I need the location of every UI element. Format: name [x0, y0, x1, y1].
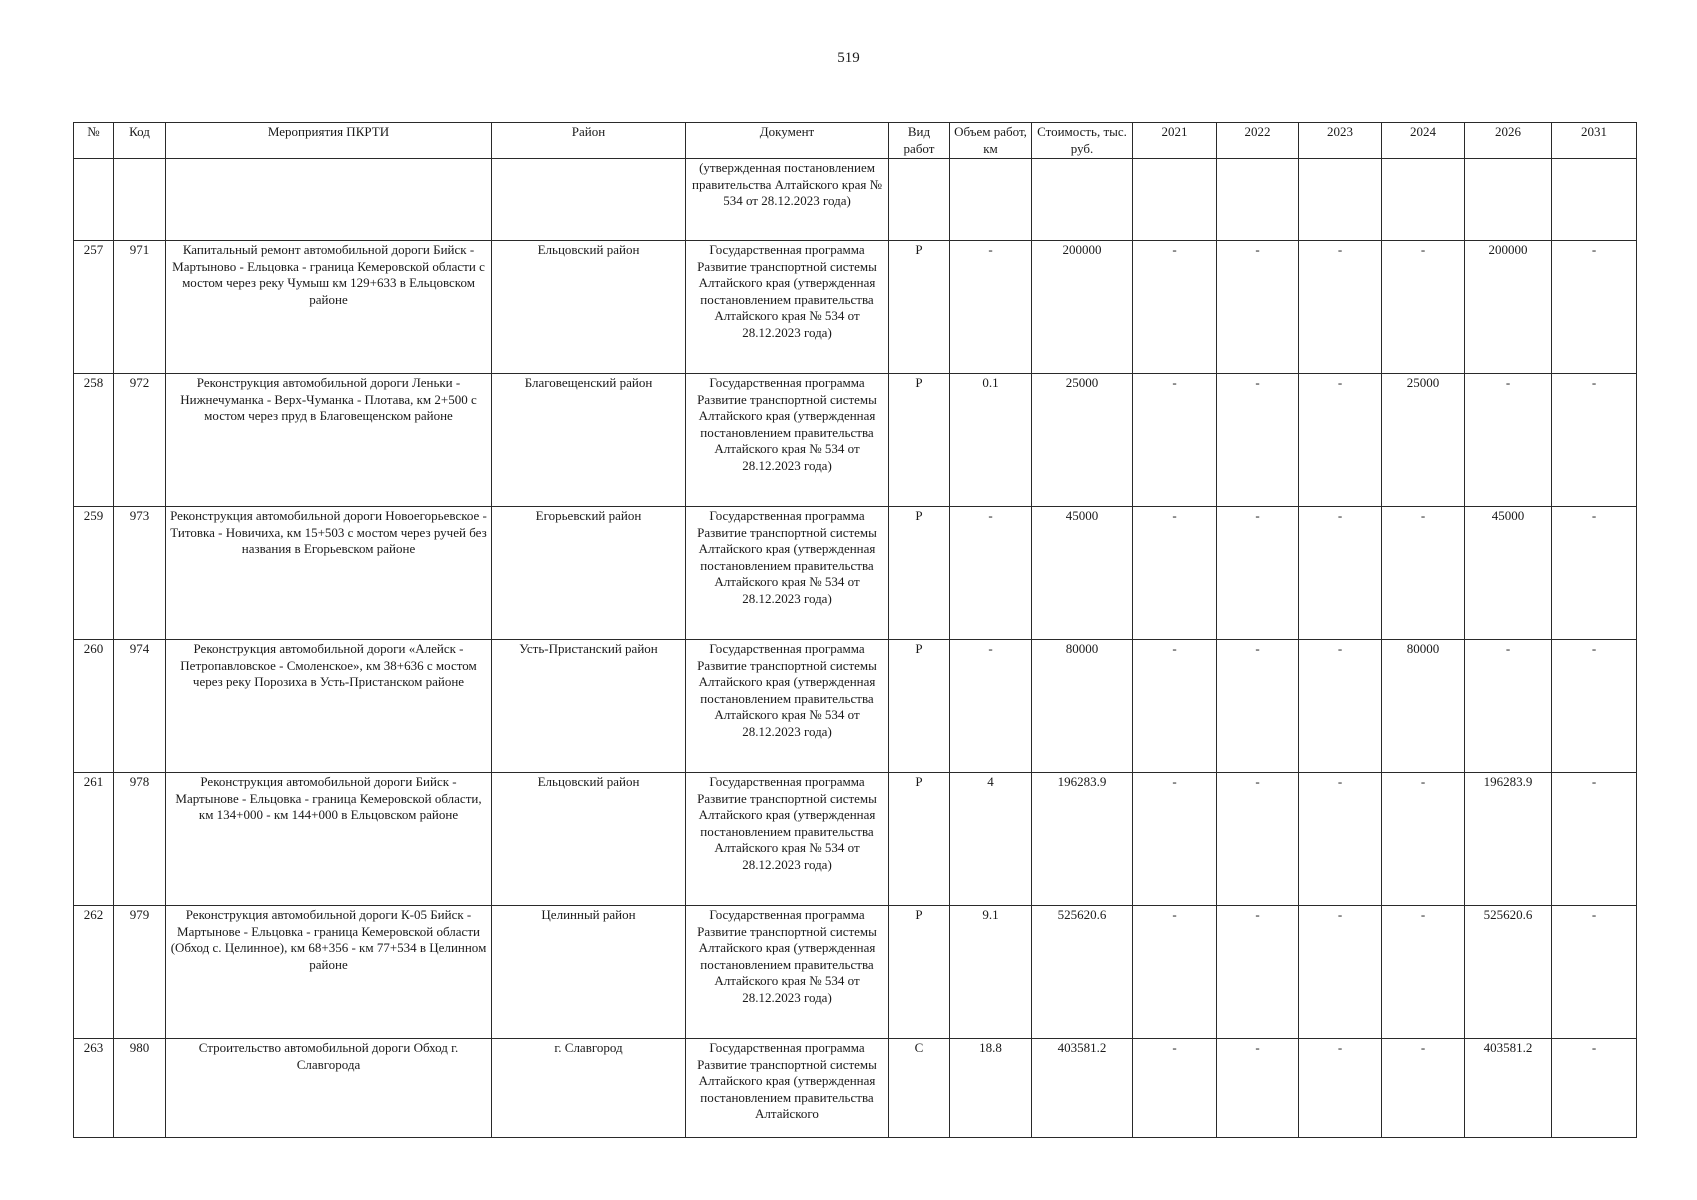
col-header-num: № [74, 123, 114, 159]
year-2022-cell: - [1217, 1039, 1299, 1138]
year-2021-cell: - [1133, 906, 1217, 1039]
year-2024-cell: - [1382, 1039, 1465, 1138]
work-type-cell: Р [889, 241, 950, 374]
year-2023-cell: - [1299, 640, 1382, 773]
document-cell: Государственная программа Развитие транспортной системы Алтайского края (утвержденная постановлением правительства Алтайского [686, 1039, 889, 1138]
work-type-cell: С [889, 1039, 950, 1138]
year-2021-cell: - [1133, 374, 1217, 507]
year-2022-cell: - [1217, 773, 1299, 906]
year-2026-cell: 45000 [1465, 507, 1552, 640]
year-2024-cell: - [1382, 507, 1465, 640]
row-code: 978 [114, 773, 166, 906]
year-2024-cell: 25000 [1382, 374, 1465, 507]
volume-cell: 18.8 [950, 1039, 1032, 1138]
volume-cell: - [950, 241, 1032, 374]
year-2031-cell: - [1552, 640, 1637, 773]
table-header [74, 123, 1637, 159]
col-header-code: Код [114, 123, 166, 159]
year-2026-cell: 525620.6 [1465, 906, 1552, 1039]
table-row-continuation [74, 159, 1637, 241]
year-2031-cell: - [1552, 374, 1637, 507]
cost-cell: 200000 [1032, 241, 1133, 374]
col-header-2021: 2021 [1133, 123, 1217, 159]
year-2024-cell: - [1382, 906, 1465, 1039]
row-num: 257 [74, 241, 114, 374]
col-header-work-type: Вид работ [889, 123, 950, 159]
district-cell: Ельцовский район [492, 773, 686, 906]
volume-cell: - [950, 640, 1032, 773]
year-2022-cell: - [1217, 374, 1299, 507]
volume-cell: 4 [950, 773, 1032, 906]
col-header-event: Мероприятия ПКРТИ [166, 123, 492, 159]
col-header-2026: 2026 [1465, 123, 1552, 159]
cost-cell: 403581.2 [1032, 1039, 1133, 1138]
row-num: 258 [74, 374, 114, 507]
cost-cell: 45000 [1032, 507, 1133, 640]
page-number: 519 [837, 50, 860, 66]
event-cell: Строительство автомобильной дороги Обход г. Славгорода [166, 1039, 492, 1138]
year-2021-cell: - [1133, 241, 1217, 374]
row-code: 971 [114, 241, 166, 374]
volume-cell: - [950, 507, 1032, 640]
table-row [74, 773, 1637, 906]
work-type-cell: Р [889, 906, 950, 1039]
road-projects-table [73, 122, 1637, 1138]
cost-cell: 525620.6 [1032, 906, 1133, 1039]
col-header-2023: 2023 [1299, 123, 1382, 159]
table-row [74, 241, 1637, 374]
row-code: 980 [114, 1039, 166, 1138]
year-2024-cell: 80000 [1382, 640, 1465, 773]
col-header-district: Район [492, 123, 686, 159]
col-header-2024: 2024 [1382, 123, 1465, 159]
cost-cell: 196283.9 [1032, 773, 1133, 906]
year-2024-cell: - [1382, 773, 1465, 906]
row-num: 262 [74, 906, 114, 1039]
work-type-cell: Р [889, 507, 950, 640]
document-cell: Государственная программа Развитие транспортной системы Алтайского края (утвержденная постановлением правительства Алтайского края № 534 от 28.12.2023 года) [686, 241, 889, 374]
district-cell: Благовещенский район [492, 374, 686, 507]
row-code: 972 [114, 374, 166, 507]
volume-cell: 0.1 [950, 374, 1032, 507]
row-num: 260 [74, 640, 114, 773]
district-cell: Ельцовский район [492, 241, 686, 374]
col-header-document: Документ [686, 123, 889, 159]
district-cell: Егорьевский район [492, 507, 686, 640]
year-2023-cell: - [1299, 1039, 1382, 1138]
year-2021-cell: - [1133, 1039, 1217, 1138]
document-cell: Государственная программа Развитие транспортной системы Алтайского края (утвержденная постановлением правительства Алтайского края № 534 от 28.12.2023 года) [686, 374, 889, 507]
year-2026-cell: - [1465, 374, 1552, 507]
year-2021-cell: - [1133, 773, 1217, 906]
col-header-cost: Стоимость, тыс. руб. [1032, 123, 1133, 159]
work-type-cell: Р [889, 374, 950, 507]
event-cell: Реконструкция автомобильной дороги Новоегорьевское - Титовка - Новичиха, км 15+503 с мостом через ручей без названия в Егорьевском районе [166, 507, 492, 640]
year-2031-cell: - [1552, 1039, 1637, 1138]
district-cell: г. Славгород [492, 1039, 686, 1138]
event-cell: Реконструкция автомобильной дороги Леньки - Нижнечуманка - Верх-Чуманка - Плотава, км 2+500 с мостом через пруд в Благовещенском районе [166, 374, 492, 507]
event-cell: Реконструкция автомобильной дороги Бийск - Мартынове - Ельцовка - граница Кемеровской области, км 134+000 - км 144+000 в Ельцовском районе [166, 773, 492, 906]
year-2022-cell: - [1217, 241, 1299, 374]
year-2021-cell: - [1133, 640, 1217, 773]
event-cell: Реконструкция автомобильной дороги «Алейск - Петропавловское - Смоленское», км 38+636 с мостом через реку Порозиха в Усть-Пристанском районе [166, 640, 492, 773]
year-2023-cell: - [1299, 507, 1382, 640]
year-2031-cell: - [1552, 773, 1637, 906]
year-2026-cell: 403581.2 [1465, 1039, 1552, 1138]
year-2026-cell: 200000 [1465, 241, 1552, 374]
cost-cell: 80000 [1032, 640, 1133, 773]
year-2023-cell: - [1299, 906, 1382, 1039]
district-cell: Целинный район [492, 906, 686, 1039]
table-row [74, 640, 1637, 773]
year-2026-cell: 196283.9 [1465, 773, 1552, 906]
year-2023-cell: - [1299, 374, 1382, 507]
year-2031-cell: - [1552, 906, 1637, 1039]
document-cell: (утвержденная постановлением правительства Алтайского края № 534 от 28.12.2023 года) [686, 159, 889, 241]
year-2031-cell: - [1552, 507, 1637, 640]
volume-cell: 9.1 [950, 906, 1032, 1039]
col-header-volume: Объем работ, км [950, 123, 1032, 159]
row-code: 974 [114, 640, 166, 773]
year-2024-cell: - [1382, 241, 1465, 374]
work-type-cell: Р [889, 773, 950, 906]
row-num: 261 [74, 773, 114, 906]
work-type-cell: Р [889, 640, 950, 773]
event-cell: Реконструкция автомобильной дороги К-05 Бийск - Мартынове - Ельцовка - граница Кемеровской области (Обход с. Целинное), км 68+356 - км 77+534 в Целинном районе [166, 906, 492, 1039]
year-2022-cell: - [1217, 640, 1299, 773]
year-2031-cell: - [1552, 241, 1637, 374]
district-cell: Усть-Пристанский район [492, 640, 686, 773]
year-2022-cell: - [1217, 906, 1299, 1039]
col-header-2031: 2031 [1552, 123, 1637, 159]
row-num: 263 [74, 1039, 114, 1138]
table-row [74, 507, 1637, 640]
row-code: 973 [114, 507, 166, 640]
document-cell: Государственная программа Развитие транспортной системы Алтайского края (утвержденная постановлением правительства Алтайского края № 534 от 28.12.2023 года) [686, 640, 889, 773]
row-num: 259 [74, 507, 114, 640]
document-cell: Государственная программа Развитие транспортной системы Алтайского края (утвержденная постановлением правительства Алтайского края № 534 от 28.12.2023 года) [686, 773, 889, 906]
row-code: 979 [114, 906, 166, 1039]
year-2023-cell: - [1299, 773, 1382, 906]
year-2021-cell: - [1133, 507, 1217, 640]
table-row [74, 1039, 1637, 1138]
year-2022-cell: - [1217, 507, 1299, 640]
cost-cell: 25000 [1032, 374, 1133, 507]
document-cell: Государственная программа Развитие транспортной системы Алтайского края (утвержденная постановлением правительства Алтайского края № 534 от 28.12.2023 года) [686, 507, 889, 640]
event-cell: Капитальный ремонт автомобильной дороги Бийск - Мартыново - Ельцовка - граница Кемеровской области с мостом через реку Чумыш км 129+633 в Ельцовском районе [166, 241, 492, 374]
col-header-2022: 2022 [1217, 123, 1299, 159]
document-cell: Государственная программа Развитие транспортной системы Алтайского края (утвержденная постановлением правительства Алтайского края № 534 от 28.12.2023 года) [686, 906, 889, 1039]
table-row [74, 906, 1637, 1039]
table-row [74, 374, 1637, 507]
year-2026-cell: - [1465, 640, 1552, 773]
year-2023-cell: - [1299, 241, 1382, 374]
